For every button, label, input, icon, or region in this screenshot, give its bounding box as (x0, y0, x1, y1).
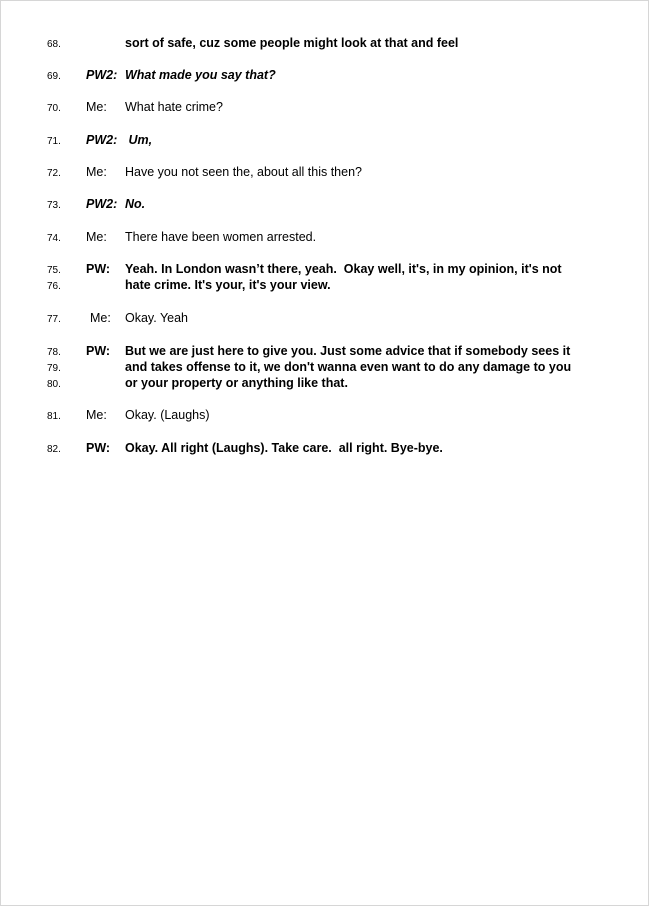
speaker-label: PW: (86, 441, 111, 455)
line-text: There have been women arrested. (125, 230, 317, 244)
line-number: 77. (47, 314, 61, 325)
line-number: 78. (47, 347, 61, 358)
line-number: 80. (47, 379, 61, 390)
speaker-label: PW2: (86, 68, 118, 82)
speaker-label: Me: (90, 311, 111, 325)
line-number: 82. (47, 444, 61, 455)
line-number: 74. (47, 233, 61, 244)
line-number: 71. (47, 136, 61, 147)
speaker-label: PW: (86, 262, 111, 276)
line-text: Okay. (Laughs) (125, 408, 210, 422)
line-text: Have you not seen the, about all this then? (125, 165, 362, 179)
line-number: 69. (47, 71, 61, 82)
speaker-label: Me: (86, 230, 107, 244)
line-text: But we are just here to give you. Just some advice that if somebody sees it (125, 344, 571, 358)
line-number: 76. (47, 281, 61, 292)
line-text: Okay. All right (Laughs). Take care. all right. Bye-bye. (125, 441, 443, 455)
line-text: or your property or anything like that. (125, 376, 348, 390)
line-number: 68. (47, 39, 61, 50)
line-number: 79. (47, 363, 61, 374)
line-number: 73. (47, 200, 61, 211)
line-text: sort of safe, cuz some people might look at that and feel (125, 36, 459, 50)
line-text: What made you say that? (125, 68, 276, 82)
line-number: 72. (47, 168, 61, 179)
speaker-label: Me: (86, 100, 107, 114)
speaker-label: PW: (86, 344, 111, 358)
line-text: Yeah. In London wasn’t there, yeah. Okay well, it's, in my opinion, it's not (125, 262, 562, 276)
line-text: and takes offense to it, we don't wanna even want to do any damage to you (125, 360, 572, 374)
line-text: Okay. Yeah (125, 311, 189, 325)
speaker-label: Me: (86, 165, 107, 179)
speaker-label: Me: (86, 408, 107, 422)
line-text: What hate crime? (125, 100, 223, 114)
speaker-label: PW2: (86, 133, 118, 147)
line-number: 81. (47, 411, 61, 422)
line-number: 70. (47, 103, 61, 114)
line-text: Um, (125, 133, 153, 147)
speaker-label: PW2: (86, 197, 118, 211)
line-text: No. (125, 197, 146, 211)
line-text: hate crime. It's your, it's your view. (125, 278, 331, 292)
line-number: 75. (47, 265, 61, 276)
